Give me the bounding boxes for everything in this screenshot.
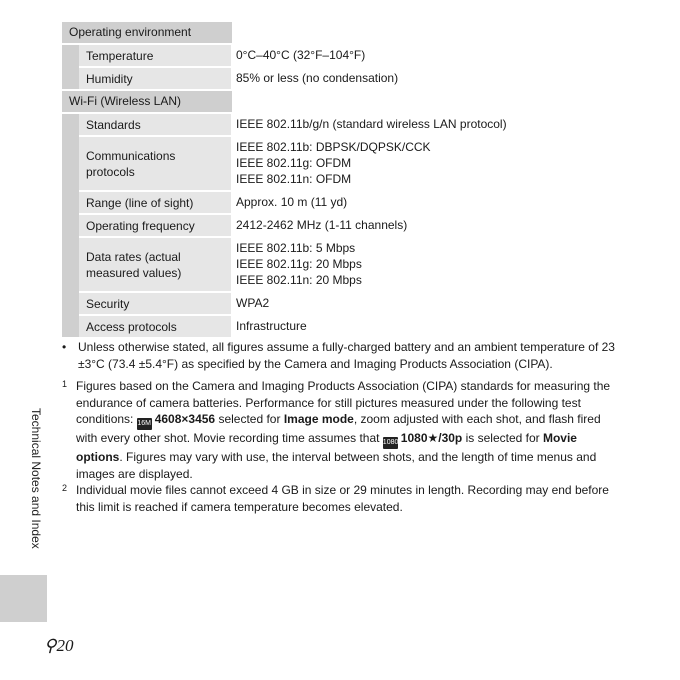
spec-value <box>231 45 636 66</box>
spec-value-line: Approx. 10 m (11 yd) <box>236 195 348 209</box>
section-wifi <box>62 114 636 337</box>
spec-row <box>79 293 636 314</box>
spec-value-line: WPA2 <box>236 296 270 310</box>
spec-table <box>62 22 636 337</box>
spec-value-line: IEEE 802.11n: OFDM <box>236 172 352 186</box>
footnote-number: 1 <box>62 379 68 389</box>
spec-value <box>231 137 636 190</box>
spec-value-line: IEEE 802.11b/g/n (standard wireless LAN protocol) <box>236 117 507 131</box>
spec-row <box>79 238 636 291</box>
movie-mode-icon: 1080 <box>383 437 398 449</box>
side-section-label: Technical Notes and Index <box>29 408 43 549</box>
spec-value <box>231 68 636 89</box>
spec-label: Data rates (actual measured values) <box>79 238 231 291</box>
spec-label: Standards <box>79 114 231 135</box>
spec-label: Communications protocols <box>79 137 231 190</box>
section-heading-operating-environment: Operating environment <box>62 22 232 43</box>
spec-value-line: Infrastructure <box>236 319 307 333</box>
footnote-1 <box>62 378 622 482</box>
footnote-text: Individual movie files cannot exceed 4 GB in size or 29 minutes in length. Recording may end before this limit is reached if camera temperature becomes elevated. <box>76 483 609 514</box>
spec-value <box>231 316 636 337</box>
spec-value-line: IEEE 802.11n: 20 Mbps <box>236 273 362 287</box>
footnote-text: Figures based on the Camera and Imaging Products Association (CIPA) standards for measuring the endurance of camera batteries. Performance for still pictures measured under the following test conditions: 16M 4608×3456 selected for Image mode, zoom adjusted with each shot, and flash fired with every other shot. Movie recording time assumes that 1080 1080★/30p is selected for Movie options. Figures may vary with use, the interval between shots, and the length of time menus and images are displayed. <box>76 379 611 481</box>
notes <box>62 339 622 515</box>
spec-value <box>231 293 636 314</box>
footnote-number: 2 <box>62 483 68 493</box>
spec-value-line: 0°C–40°C (32°F–104°F) <box>236 48 366 62</box>
spec-value <box>231 238 636 291</box>
footnote-2 <box>62 482 622 515</box>
page-number-value: 20 <box>56 636 74 655</box>
spec-value-line: IEEE 802.11b: 5 Mbps <box>236 241 356 255</box>
section-heading-wifi: Wi-Fi (Wireless LAN) <box>62 91 232 112</box>
spec-label: Access protocols <box>79 316 231 337</box>
spec-row <box>79 137 636 190</box>
section-operating-environment <box>62 45 636 89</box>
spec-label: Operating frequency <box>79 215 231 236</box>
image-mode-icon: 16M <box>137 418 152 430</box>
side-tab <box>0 575 47 622</box>
spec-label: Temperature <box>79 45 231 66</box>
spec-value-line: IEEE 802.11g: 20 Mbps <box>236 257 362 271</box>
spec-row <box>79 68 636 89</box>
section-heading <box>62 22 636 43</box>
page-number <box>44 636 73 656</box>
spec-value <box>231 114 636 135</box>
spec-label: Humidity <box>79 68 231 89</box>
spec-row <box>79 45 636 66</box>
spec-row <box>79 192 636 213</box>
spec-label: Security <box>79 293 231 314</box>
bullet-note <box>62 339 622 372</box>
spec-row <box>79 316 636 337</box>
spec-value <box>231 192 636 213</box>
spec-value-line: 2412-2462 MHz (1-11 channels) <box>236 218 408 232</box>
bullet-text: Unless otherwise stated, all figures assume a fully-charged battery and an ambient temperature of 23 ±3°C (73.4 ±5.4°F) as specified by the Camera and Imaging Products Association (CIPA). <box>78 340 615 371</box>
spec-value <box>231 215 636 236</box>
section-heading <box>62 91 636 112</box>
spec-row <box>79 215 636 236</box>
spec-row <box>79 114 636 135</box>
spec-value-line: IEEE 802.11g: OFDM <box>236 156 352 170</box>
spec-value-line: 85% or less (no condensation) <box>236 71 399 85</box>
bullet-symbol: • <box>62 340 67 354</box>
spec-label: Range (line of sight) <box>79 192 231 213</box>
spec-value-line: IEEE 802.11b: DBPSK/DQPSK/CCK <box>236 140 431 154</box>
pin-icon: ⚲ <box>44 636 57 655</box>
